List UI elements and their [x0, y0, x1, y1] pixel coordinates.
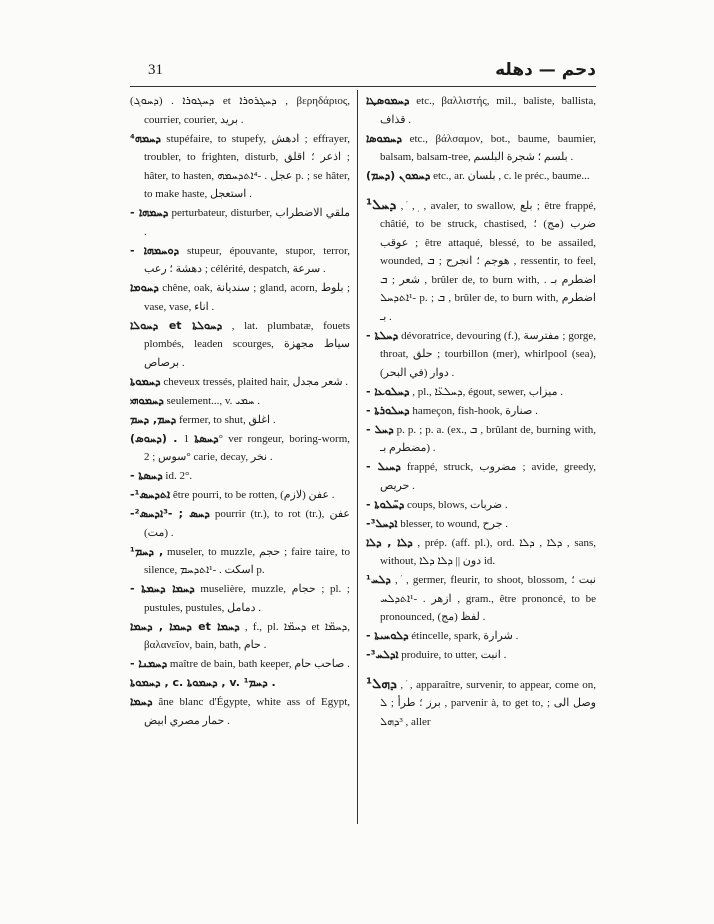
dictionary-entry — [366, 421, 596, 458]
entry-definition: pourrir (tr.), to rot (tr.), عفن (مت) . — [144, 508, 350, 539]
entry-headword: (ܕܚܘܣ) . ܕܚܣܬܐ — [130, 431, 219, 445]
entry-headword: - ܕܚܡܐ ܕܚܡܬܐ — [130, 582, 195, 595]
dictionary-entry — [130, 580, 350, 617]
entry-headword: ܕܚܡܘܣܐ — [366, 131, 402, 145]
entry-headword: - ܕܚܠܘܥܐ — [366, 384, 410, 398]
entry-headword: ⁴ܕܚܡܗ — [130, 131, 161, 145]
dictionary-entry — [366, 534, 596, 571]
entry-headword: ܕܚܡ, ܕܚܡ — [130, 412, 177, 426]
entry-headword: - ܕܚܡܗܐ — [130, 206, 169, 219]
entry-headword: - ܕܠܘܚܝܬܐ — [366, 629, 409, 642]
entry-definition: , lat. plumbatæ, fouets plombés, leaden scourges, سياط مجهزة برصاص . — [144, 319, 351, 369]
entry-definition: hameçon, fish-hook, صنارة . — [412, 404, 538, 417]
entry-headword: - ܕܚܡܢܐ — [130, 657, 168, 670]
entry-definition: muselière, muzzle, حجام ; pl. ; pustules, pustules, دمامل . — [144, 583, 350, 614]
dictionary-entry — [130, 204, 350, 241]
entry-definition: p. p. ; p. a. (ex., ܒ , brûlant de, burning with, مضطرم بـ) . — [380, 423, 596, 454]
dictionary-entry — [130, 618, 350, 655]
dictionary-entry — [130, 505, 350, 542]
dictionary-entry — [130, 373, 350, 392]
entry-definition: , ܿ , apparaître, survenir, to appear, come on, برز ؛ طرأ ; ܠ , parvenir à, to get to, وصل الى ; ³ܕܗܠ , aller — [380, 678, 596, 728]
dictionary-entry — [366, 675, 596, 732]
entry-headword: -¹ܐܬܕܚܣ — [130, 488, 171, 501]
entry-definition: cheveux tressés, plaited hair, شعر مجدل . — [163, 375, 349, 388]
entry-definition: produire, to utter, انبت . — [401, 649, 507, 661]
entry-definition: perturbateur, disturber, ملقي الاضطراب . — [144, 207, 350, 238]
dictionary-entry — [366, 515, 596, 534]
entry-definition: (ܕܚܘܓ) . ܕܚܓܘܪܐ et ܕܚܓܪܘܪܐ , βερηδάριος, courrier, courier, بريد . — [130, 95, 350, 126]
dictionary-entry — [366, 627, 596, 646]
running-head: دحم — دهله — [495, 60, 596, 80]
dictionary-entry — [130, 317, 350, 373]
entry-definition: museler, to muzzle, حجم ; faire taire, to silence, اسكت . -¹ܐܬܕܚܡ p. — [144, 545, 350, 576]
entry-definition: , pl., ܕܚܠܥ̈ܐ, égout, sewer, ميزاب . — [412, 385, 563, 398]
dictionary-entry — [130, 392, 350, 411]
entry-headword: ¹ܕܗܠ — [366, 675, 397, 692]
header-rule — [130, 86, 596, 87]
entry-definition: être pourri, to be rotten, عفن (لازم) . — [172, 489, 335, 501]
dictionary-entry — [130, 279, 350, 316]
entry-headword: - ܕܚ̈ܠܘܬܐ — [366, 497, 405, 511]
dictionary-entry — [130, 486, 350, 505]
entry-headword: (ܕܚܡ) ܕܚܡܘܢ — [366, 169, 431, 182]
entry-definition: , ܿ , ܼ , avaler, to swallow, بلع ; être frappé, châtié, to be struck, chastised, ضرب (مج) ؛ عوقب ; être attaqué, blessé, to be assailed, wounded, هوجم ؛ انجرح ; ܒ , ressentir, to feel, شعر ; ܒ , brûler de, to burn with, اضطرم بـ . -¹ܐܬܕܚܠ p. ; ܒ , brûler de, to burn with, اضطرم بـ . — [380, 199, 597, 323]
dictionary-entry — [130, 655, 350, 674]
entry-headword: ܕܚܡܐ — [130, 695, 153, 708]
entry-headword: ܕܚܡܘܣܛܐ — [366, 94, 410, 107]
entry-headword: -³ܐܕܚܠ — [366, 516, 398, 530]
entry-headword: ¹ܕܚܡ , — [130, 544, 164, 558]
dictionary-entry — [366, 402, 596, 421]
entry-headword: ܕܚܘܡܐ — [130, 281, 159, 294]
entry-headword: - ܕܚܣܬܐ — [130, 469, 163, 482]
dictionary-entry — [366, 167, 596, 186]
entry-definition: etc., βάλσαμον, bot., baume, baumier, balsam, balsam-tree, بلسم ؛ شجرة البلسم . — [380, 132, 596, 163]
dictionary-entry — [366, 130, 596, 167]
entry-headword: ܕܚܡܘܬܐ , c. ܕܚܡܘܬܐ , v. ¹ܕܚܡ . — [130, 676, 276, 689]
right-column — [366, 92, 596, 732]
entry-definition: coups, blows, ضربات . — [407, 498, 508, 511]
entry-definition: chêne, oak, سنديانة ; gland, acorn, بلوط ; vase, vase, اناء . — [144, 282, 351, 313]
entry-definition: âne blanc d'Égypte, white ass of Egypt, حمار مصري ابيض . — [144, 696, 351, 727]
entry-headword: ܕܚܡܘܗܝ — [130, 393, 164, 407]
left-column — [130, 92, 350, 731]
dictionary-entry — [130, 411, 350, 430]
dictionary-entry — [366, 496, 596, 515]
entry-definition: blesser, to wound, جرح . — [400, 517, 509, 530]
entry-definition: id. 2°. — [165, 470, 193, 482]
entry-headword: - ܕܚܝܠ — [366, 460, 401, 473]
dictionary-entry — [366, 196, 596, 327]
entry-definition: frappé, struck, مضروب ; avide, greedy, حريص . — [380, 461, 597, 492]
dictionary-entry — [366, 327, 596, 383]
entry-definition: , f., pl. ܕܚܡ̈ܐ et ܕܚܡ̈ܐ, βαλανεῖον, bain, bath, حام . — [144, 620, 350, 651]
entry-headword: - ܕܘܚܡܗܐ — [130, 243, 180, 257]
entry-headword: ܕܚܡܐ , ܕܚܡܐ et ܕܚܡܐ — [130, 619, 240, 633]
entry-definition: stupeur, épouvante, stupor, terror, دهشة ؛ رعب ; célérité, despatch, سرعة . — [144, 244, 350, 275]
dictionary-entry — [366, 92, 596, 129]
dictionary-entry — [130, 130, 350, 204]
page-number: 31 — [148, 62, 163, 78]
entry-definition: fermer, to shut, اغلق . — [178, 413, 276, 426]
dictionary-entry — [130, 674, 350, 693]
dictionary-entry — [130, 242, 350, 279]
entry-definition: etc., ar. بلسان , c. le préc., baume... — [433, 170, 590, 182]
dictionary-entry — [366, 646, 596, 665]
dictionary-entry — [130, 543, 350, 580]
entry-headword: ܕܠܐ , ܕܠܐ — [366, 535, 413, 549]
entry-headword: - ܕܚܠܘܪܬܐ — [366, 403, 410, 417]
entry-headword: ¹ܕܚܠ — [366, 196, 397, 213]
entry-definition: stupéfaire, to stupefy, ادهش ; effrayer, troubler, to frighten, disturb, اذعر ؛ اقلق ; hâter, to hasten, عجل . -⁴ܐܬܕܚܡܗ p. ; se hâter, to make haste, استعجل . — [144, 132, 351, 200]
dictionary-entry — [366, 458, 596, 495]
entry-definition: , prép. (aff. pl.), ord. ܕܠܐ , ܕܠܐ , sans, without, دون || ܕܠܐ ܕܠܐ id. — [380, 536, 597, 567]
entry-definition: étincelle, spark, شرارة . — [411, 630, 519, 642]
entry-definition: seulement..., v. ܚܡܝ . — [166, 394, 260, 407]
entry-definition: etc., βαλλιστής, mil., baliste, ballista, قذاف . — [380, 95, 596, 126]
entry-headword: -³ܐܕܠܚ — [366, 648, 399, 661]
entry-headword: ܕܚܡܘܬܐ — [130, 374, 161, 388]
entry-definition: maître de bain, bath keeper, صاحب حام . — [169, 658, 350, 670]
entry-definition: dévoratrice, devouring (f.), مفترسة ; gorge, throat, حلق ; tourbillon (mer), whirlpool (sea), دوار (في البحر) . — [380, 329, 597, 379]
dictionary-entry — [366, 383, 596, 402]
entry-definition: , ܿ , germer, fleurir, to shoot, blossom, نبت ؛ ازهر . -¹ܐܬܕܠܚ , gram., être prononcé, to be pronounced, لفظ (مج) . — [380, 574, 596, 623]
dictionary-entry — [366, 571, 596, 627]
entry-headword: -²ܕܚܣ ; -³ܐܕܚܣ — [130, 507, 210, 520]
entry-headword: ܕܚܘܠܐ et ܕܚܘܠܬܐ — [130, 318, 223, 332]
column-divider — [357, 90, 358, 824]
entry-headword: - ܕܚܠ — [366, 422, 394, 436]
dictionary-entry — [130, 430, 350, 467]
entry-definition: 1° ver rongeur, boring-worm, سوس ; 2° carie, decay, نخر . — [144, 432, 351, 463]
dictionary-entry — [130, 693, 350, 730]
dictionary-entry — [130, 92, 350, 129]
dictionary-entry — [130, 467, 350, 486]
entry-headword: - ܕܚܠܬܐ — [366, 328, 399, 342]
entry-headword: ¹ܕܠܚ — [366, 573, 391, 586]
